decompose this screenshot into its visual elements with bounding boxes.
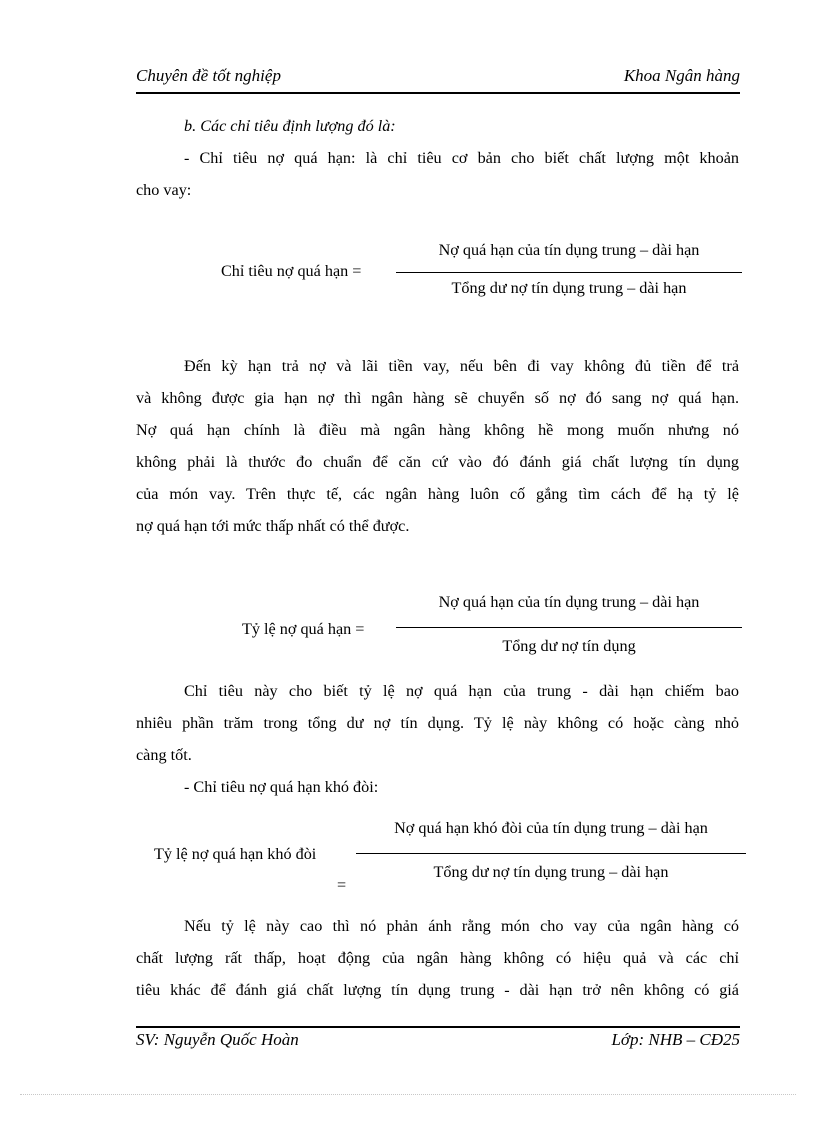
formula-numerator: Nợ quá hạn của tín dụng trung – dài hạn <box>438 593 700 611</box>
paragraph-bad-debt-explanation <box>136 910 739 1006</box>
paragraph-line: Chỉ tiêu này cho biết tỷ lệ nợ quá hạn của trung - dài hạn chiếm bao <box>184 682 739 700</box>
intro-line: - Chỉ tiêu nợ quá hạn: là chỉ tiêu cơ bản cho biết chất lượng một khoản <box>184 149 739 167</box>
paragraph-line: nhiêu phần trăm trong tổng dư nợ tín dụng. Tỷ lệ này không có hoặc càng nhỏ <box>136 714 739 732</box>
section-heading: b. Các chỉ tiêu định lượng đó là: <box>184 117 396 135</box>
formula-denominator: Tổng dư nợ tín dụng trung – dài hạn <box>433 863 669 881</box>
formula-numerator: Nợ quá hạn của tín dụng trung – dài hạn <box>438 241 700 259</box>
paragraph-line: nợ quá hạn tới mức thấp nhất có thể được. <box>136 517 410 535</box>
header-right-title: Khoa Ngân hàng <box>623 66 740 85</box>
formula-numerator: Nợ quá hạn khó đòi của tín dụng trung – dài hạn <box>394 819 708 837</box>
formula-label: Tỷ lệ nợ quá hạn khó đòi <box>154 845 317 863</box>
header-rule <box>136 92 740 94</box>
paragraph-ratio-explanation <box>136 675 739 803</box>
paragraph-line: càng tốt. <box>136 746 192 764</box>
page-bottom-divider <box>20 1094 796 1095</box>
paragraph-line: Đến kỳ hạn trả nợ và lãi tiền vay, nếu bên đi vay không đủ tiền để trả <box>184 357 739 375</box>
paragraph-line: Nếu tỷ lệ này cao thì nó phản ánh rằng món cho vay của ngân hàng có <box>184 917 739 935</box>
fraction-bar <box>396 272 742 273</box>
formula-equals: = <box>337 876 347 894</box>
intro-line: cho vay: <box>136 181 192 199</box>
formula-label: Tỷ lệ nợ quá hạn = <box>242 620 365 638</box>
footer-class: Lớp: NHB – CĐ25 <box>611 1030 740 1049</box>
paragraph-line: không phải là thước đo chuẩn để căn cứ vào đó đánh giá chất lượng tín dụng <box>136 453 739 471</box>
paragraph-line: và không được gia hạn nợ thì ngân hàng sẽ chuyển số nợ đó sang nợ quá hạn. <box>136 389 739 407</box>
formula-denominator: Tổng dư nợ tín dụng trung – dài hạn <box>451 279 687 297</box>
paragraph-line: Nợ quá hạn chính là điều mà ngân hàng không hề mong muốn nhưng nó <box>136 421 739 439</box>
fraction-bar <box>396 627 742 628</box>
paragraph-overdue-explanation <box>136 350 739 542</box>
paragraph-line: - Chỉ tiêu nợ quá hạn khó đòi: <box>184 778 379 796</box>
paragraph-line: của món vay. Trên thực tế, các ngân hàng luôn cố gắng tìm cách để hạ tỷ lệ <box>136 485 739 503</box>
footer-student: SV: Nguyễn Quốc Hoàn <box>136 1030 299 1049</box>
paragraph-line: chất lượng rất thấp, hoạt động của ngân hàng không có hiệu quả và các chỉ <box>136 949 739 967</box>
fraction-bar <box>356 853 746 854</box>
paragraph-line: tiêu khác để đánh giá chất lượng tín dụng trung - dài hạn trở nên không có giá <box>136 981 739 999</box>
header-left-title: Chuyên đề tốt nghiệp <box>136 66 281 85</box>
page-header <box>136 66 740 90</box>
formula-denominator: Tổng dư nợ tín dụng <box>502 637 636 655</box>
footer-rule <box>136 1026 740 1028</box>
section-b <box>136 110 739 206</box>
formula-label: Chỉ tiêu nợ quá hạn = <box>221 262 362 280</box>
